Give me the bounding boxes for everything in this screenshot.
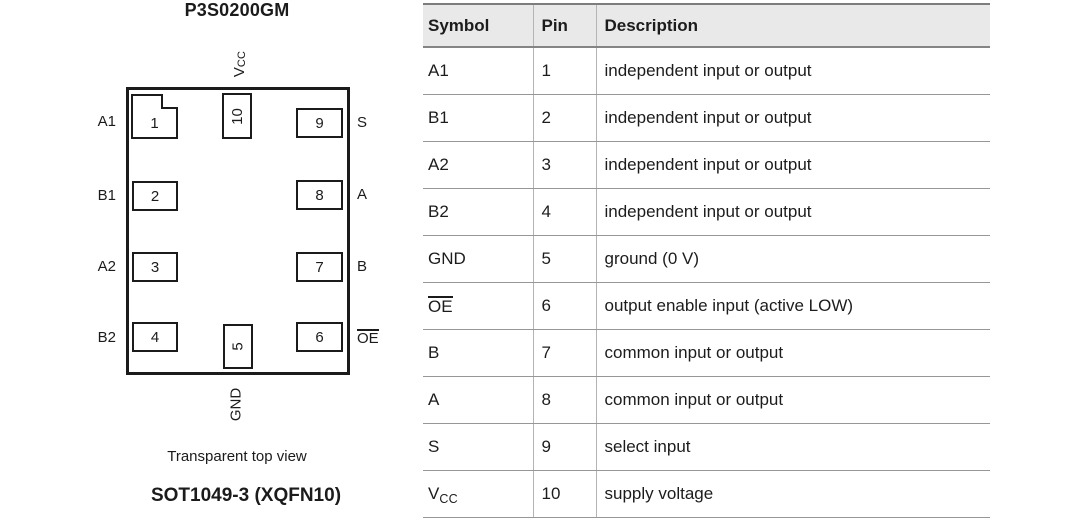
table-row [423,189,990,236]
cell-description: ground (0 V) [596,236,990,283]
cell-description: independent input or output [596,189,990,236]
cell-symbol: A [423,377,533,424]
vcc-pin-label [230,35,248,93]
cell-description: supply voltage [596,471,990,518]
pad-pin-5 [223,324,253,369]
cell-pin: 1 [533,47,596,95]
cell-description: select input [596,424,990,471]
cell-pin: 2 [533,95,596,142]
cell-pin: 3 [533,142,596,189]
pad-pin-2: 2 [132,181,178,211]
cell-symbol: A2 [423,142,533,189]
cell-pin: 5 [533,236,596,283]
cell-symbol: S [423,424,533,471]
cell-description: output enable input (active LOW) [596,283,990,330]
cell-symbol [423,283,533,330]
cell-pin: 9 [533,424,596,471]
package-name: SOT1049-3 (XQFN10) [150,485,342,506]
pin-label-a2: A2 [97,258,116,275]
header-description: Description [596,4,990,47]
vcc-symbol-subscript: CC [439,491,458,506]
header-pin: Pin [533,4,596,47]
cell-pin: 10 [533,471,596,518]
oe-overline-text: OE [428,296,453,316]
pin-label-s: S [357,114,368,131]
cell-description: common input or output [596,330,990,377]
cell-pin: 6 [533,283,596,330]
table-row [423,236,990,283]
cell-symbol [423,471,533,518]
cell-symbol: B2 [423,189,533,236]
pin-label-b1: B1 [97,187,116,204]
pad-pin-5-number: 5 [229,342,247,351]
pad-pin-9: 9 [296,108,343,138]
pad-pin-4: 4 [132,322,178,352]
oe-overline-text: OE [357,330,379,347]
header-symbol: Symbol [423,4,533,47]
pin-label-oe [357,329,397,348]
pad-pin-3: 3 [132,252,178,282]
view-caption: Transparent top view [167,448,307,465]
vcc-label-base: V [230,67,248,78]
part-title: P3S0200GM [184,0,290,20]
cell-symbol: B [423,330,533,377]
pin-label-b2: B2 [97,329,116,346]
table-row [423,283,990,330]
vcc-symbol-base: V [428,484,440,503]
table-row [423,424,990,471]
table-row [423,330,990,377]
cell-symbol: B1 [423,95,533,142]
pin-label-a1: A1 [97,113,116,130]
gnd-pin-label: GND [227,387,245,422]
table-row [423,471,990,518]
cell-description: independent input or output [596,47,990,95]
pin-description-table [423,3,990,518]
pad-pin-10-number: 10 [228,107,246,125]
cell-pin: 4 [533,189,596,236]
table-row [423,95,990,142]
cell-description: independent input or output [596,142,990,189]
table-header-row [423,4,990,47]
cell-pin: 7 [533,330,596,377]
table-row [423,377,990,424]
pad-pin-6: 6 [296,322,343,352]
cell-symbol: GND [423,236,533,283]
pin-label-a: A [357,186,368,203]
pad-pin-8: 8 [296,180,343,210]
pad-pin-7: 7 [296,252,343,282]
pad-pin-10 [222,93,252,139]
pad-pin-1-number: 1 [150,114,159,132]
cell-symbol: A1 [423,47,533,95]
table-row [423,142,990,189]
vcc-label-subscript: CC [236,50,248,68]
cell-description: common input or output [596,377,990,424]
cell-pin: 8 [533,377,596,424]
pin-label-b: B [357,258,368,275]
table-row [423,47,990,95]
cell-description: independent input or output [596,95,990,142]
